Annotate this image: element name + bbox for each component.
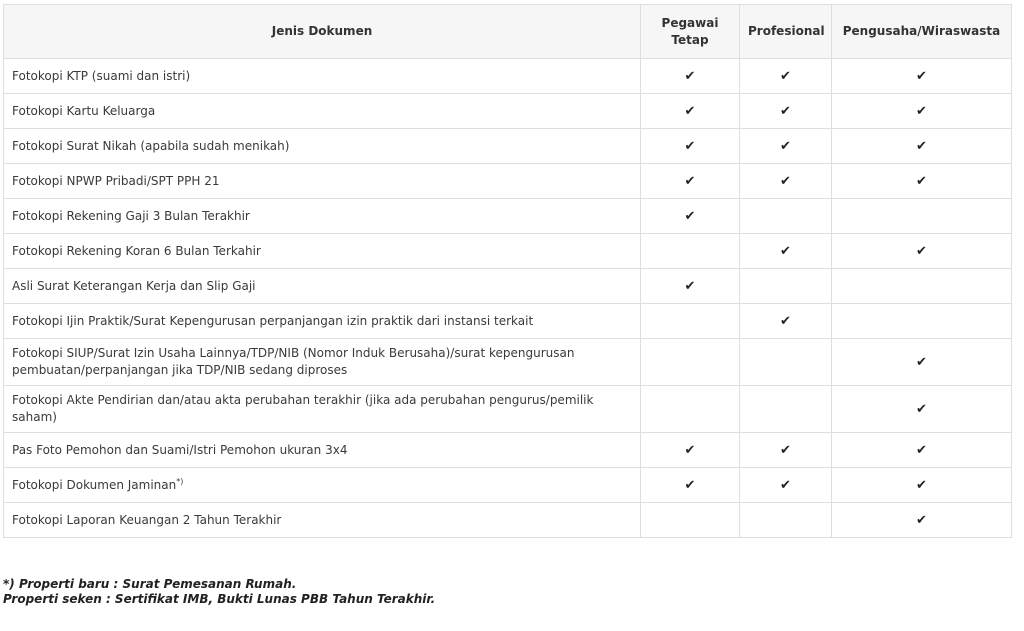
check-icon: ✔ <box>916 477 927 493</box>
check-cell-profesional <box>740 129 832 164</box>
footnote-marker: *) <box>176 476 184 486</box>
check-cell-pengusaha-wiraswasta <box>832 94 1012 129</box>
document-name: Pas Foto Pemohon dan Suami/Istri Pemohon ukuran 3x4 <box>12 442 348 457</box>
check-cell-profesional <box>740 468 832 503</box>
check-icon: ✔ <box>684 173 696 189</box>
check-cell-profesional <box>740 269 832 304</box>
table-body <box>4 59 1012 538</box>
table-row <box>4 199 1012 234</box>
check-cell-profesional <box>740 94 832 129</box>
table-row <box>4 468 1012 503</box>
check-cell-profesional <box>740 304 832 339</box>
check-cell-pengusaha-wiraswasta <box>832 386 1012 433</box>
check-icon: ✔ <box>780 313 791 329</box>
check-icon: ✔ <box>916 442 927 458</box>
check-cell-pengusaha-wiraswasta <box>832 433 1012 468</box>
check-cell-pengusaha-wiraswasta <box>832 339 1012 386</box>
document-name: Fotokopi Laporan Keuangan 2 Tahun Terakhir <box>12 512 282 527</box>
check-icon: ✔ <box>916 401 927 417</box>
check-cell-pengusaha-wiraswasta <box>832 164 1012 199</box>
table-row <box>4 59 1012 94</box>
check-cell-profesional <box>740 164 832 199</box>
check-cell-pegawai-tetap <box>641 199 740 234</box>
document-name: Fotokopi SIUP/Surat Izin Usaha Lainnya/TDP/NIB (Nomor Induk Berusaha)/surat kepengurusan pembuatan/perpanjangan jika TDP/NIB sedang diproses <box>12 346 575 377</box>
check-cell-pegawai-tetap <box>641 234 740 269</box>
table-header-row <box>4 5 1012 59</box>
check-icon: ✔ <box>684 208 696 224</box>
document-name: Fotokopi Rekening Gaji 3 Bulan Terakhir <box>12 208 250 223</box>
document-name-cell <box>4 433 641 468</box>
document-name-cell <box>4 269 641 304</box>
check-cell-pegawai-tetap <box>641 503 740 538</box>
check-cell-pengusaha-wiraswasta <box>832 269 1012 304</box>
check-cell-profesional <box>740 199 832 234</box>
check-icon: ✔ <box>684 103 696 119</box>
check-cell-pegawai-tetap <box>641 386 740 433</box>
check-icon: ✔ <box>684 138 696 154</box>
footnote <box>3 577 435 607</box>
check-icon: ✔ <box>780 442 791 458</box>
header-profesional: Profesional <box>740 5 832 59</box>
check-icon: ✔ <box>684 68 696 84</box>
check-cell-pegawai-tetap <box>641 94 740 129</box>
check-icon: ✔ <box>916 512 927 528</box>
document-name: Fotokopi NPWP Pribadi/SPT PPH 21 <box>12 173 220 188</box>
check-cell-profesional <box>740 59 832 94</box>
check-cell-pegawai-tetap <box>641 304 740 339</box>
document-name: Fotokopi Dokumen Jaminan <box>12 477 177 492</box>
document-name: Fotokopi Ijin Praktik/Surat Kepengurusan perpanjangan izin praktik dari instansi terkait <box>12 313 534 328</box>
check-cell-pengusaha-wiraswasta <box>832 304 1012 339</box>
table-row <box>4 94 1012 129</box>
check-cell-profesional <box>740 339 832 386</box>
check-cell-pegawai-tetap <box>641 269 740 304</box>
document-name-cell <box>4 304 641 339</box>
check-icon: ✔ <box>916 173 927 189</box>
document-name-cell <box>4 339 641 386</box>
check-cell-pengusaha-wiraswasta <box>832 468 1012 503</box>
document-name: Fotokopi KTP (suami dan istri) <box>12 68 191 83</box>
table-row <box>4 433 1012 468</box>
check-icon: ✔ <box>684 442 696 458</box>
check-icon: ✔ <box>916 68 927 84</box>
check-cell-pegawai-tetap <box>641 129 740 164</box>
header-pengusaha-wiraswasta: Pengusaha/Wiraswasta <box>832 5 1012 59</box>
table-row <box>4 304 1012 339</box>
check-cell-pengusaha-wiraswasta <box>832 199 1012 234</box>
document-name: Asli Surat Keterangan Kerja dan Slip Gaji <box>12 278 256 293</box>
table-row <box>4 269 1012 304</box>
check-cell-pengusaha-wiraswasta <box>832 129 1012 164</box>
check-icon: ✔ <box>684 477 696 493</box>
check-icon: ✔ <box>780 477 791 493</box>
document-name-cell <box>4 94 641 129</box>
check-icon: ✔ <box>780 138 791 154</box>
check-cell-pegawai-tetap <box>641 59 740 94</box>
footnote-line-2: Properti seken : Sertifikat IMB, Bukti Lunas PBB Tahun Terakhir. <box>3 592 436 606</box>
check-icon: ✔ <box>916 103 927 119</box>
check-cell-pegawai-tetap <box>641 339 740 386</box>
document-name-cell <box>4 59 641 94</box>
table-row <box>4 234 1012 269</box>
document-name-cell <box>4 129 641 164</box>
check-cell-pengusaha-wiraswasta <box>832 503 1012 538</box>
document-name-cell <box>4 468 641 503</box>
check-cell-pegawai-tetap <box>641 468 740 503</box>
header-jenis-dokumen: Jenis Dokumen <box>4 5 641 59</box>
document-name: Fotokopi Rekening Koran 6 Bulan Terkahir <box>12 243 261 258</box>
check-cell-pengusaha-wiraswasta <box>832 59 1012 94</box>
document-name: Fotokopi Akte Pendirian dan/atau akta perubahan terakhir (jika ada perubahan pengurus/pemilik saham) <box>12 393 594 424</box>
header-pegawai-tetap: Pegawai Tetap <box>641 5 740 59</box>
check-cell-profesional <box>740 433 832 468</box>
check-cell-pengusaha-wiraswasta <box>832 234 1012 269</box>
check-icon: ✔ <box>916 138 927 154</box>
table-row <box>4 386 1012 433</box>
check-icon: ✔ <box>780 103 791 119</box>
check-icon: ✔ <box>780 243 791 259</box>
check-cell-profesional <box>740 503 832 538</box>
table-row <box>4 164 1012 199</box>
document-name-cell <box>4 386 641 433</box>
check-cell-pegawai-tetap <box>641 433 740 468</box>
document-name-cell <box>4 164 641 199</box>
check-icon: ✔ <box>684 278 696 294</box>
check-icon: ✔ <box>916 243 927 259</box>
check-cell-profesional <box>740 234 832 269</box>
table-row <box>4 503 1012 538</box>
check-icon: ✔ <box>916 354 927 370</box>
document-name-cell <box>4 234 641 269</box>
table-row <box>4 129 1012 164</box>
check-cell-profesional <box>740 386 832 433</box>
document-name: Fotokopi Surat Nikah (apabila sudah menikah) <box>12 138 290 153</box>
table-row <box>4 339 1012 386</box>
document-name-cell <box>4 199 641 234</box>
document-name-cell <box>4 503 641 538</box>
check-icon: ✔ <box>780 68 791 84</box>
check-cell-pegawai-tetap <box>641 164 740 199</box>
footnote-line-1: *) Properti baru : Surat Pemesanan Rumah. <box>3 577 297 591</box>
required-documents-table <box>3 4 1012 538</box>
check-icon: ✔ <box>780 173 791 189</box>
document-name: Fotokopi Kartu Keluarga <box>12 103 156 118</box>
